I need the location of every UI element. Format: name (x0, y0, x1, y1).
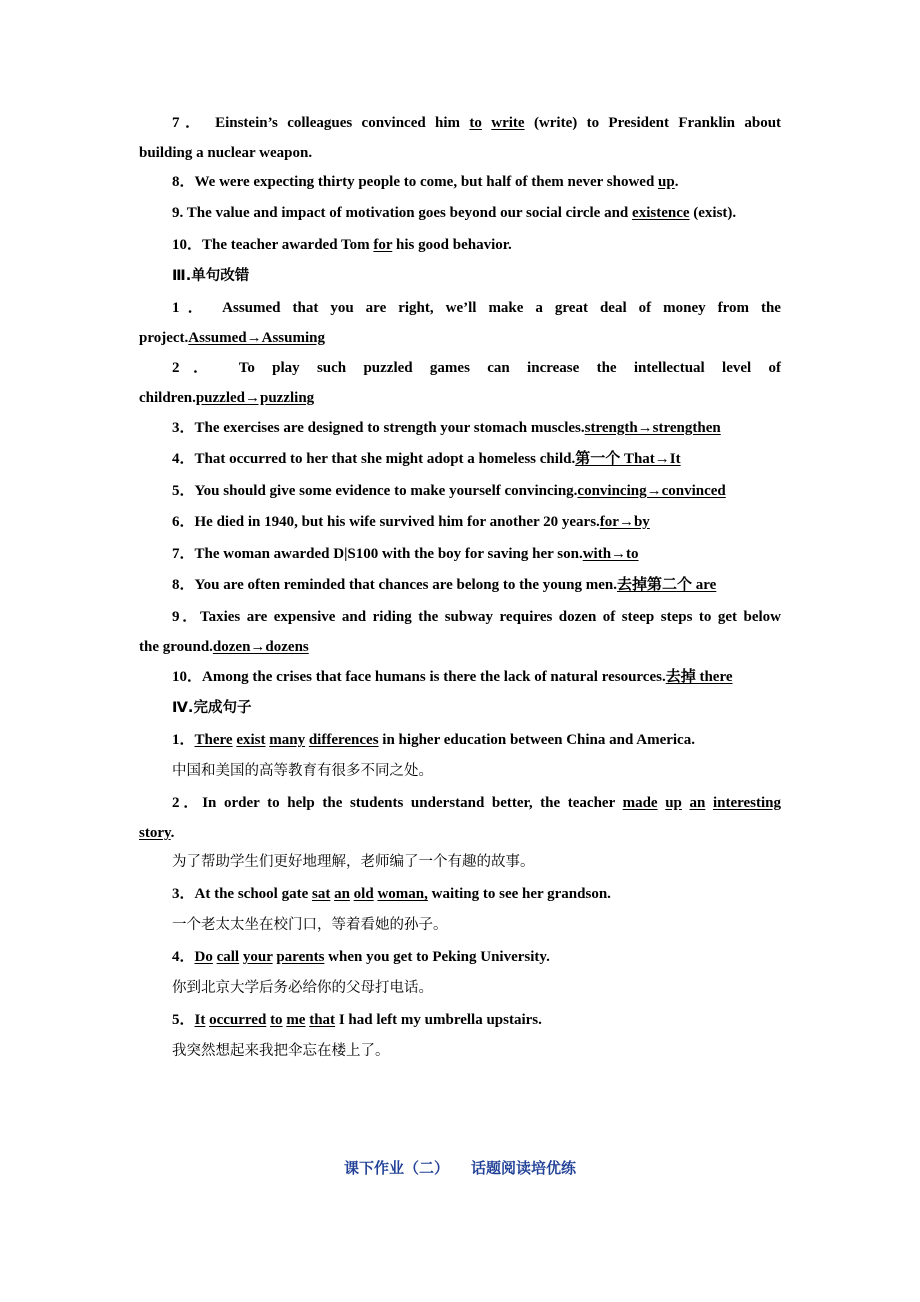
q10-end: his good behavior. (392, 237, 512, 253)
c10-answer: 去掉 there (665, 669, 733, 685)
s5-answer-2: occurred (209, 1012, 267, 1028)
c7-answer: with→to (582, 546, 639, 562)
c1-text: Assumed that you are right, we’ll make a great deal of money from the (222, 300, 781, 316)
s1-answer-1: There (194, 732, 233, 748)
q7-answer-2: write (491, 115, 525, 131)
c2-text-2: children. (139, 390, 196, 406)
s3-text-2: waiting to see her grandson. (427, 886, 611, 902)
s4-line (172, 947, 550, 967)
q9-line (172, 203, 736, 223)
c9-text-2: the ground. (139, 639, 213, 655)
q8-answer: up (658, 174, 675, 190)
q8-end: . (674, 174, 679, 190)
c8-text: 8．You are often reminded that chances are belong to the young men. (172, 577, 617, 593)
c10-line (172, 667, 733, 687)
s2-answer-3: an (689, 795, 706, 811)
c2-text: To play such puzzled games can increase the intellectual level of (238, 360, 781, 376)
q8-line (172, 172, 678, 192)
c5-text: 5．You should give some evidence to make yourself convincing. (172, 483, 578, 499)
s4-answer-4: parents (276, 949, 325, 965)
c2-line1 (172, 358, 781, 378)
q10-answer: for (373, 237, 393, 253)
s3-text: 3．At the school gate (172, 886, 312, 902)
s5-answer-1: It (194, 1012, 206, 1028)
q9-text: 9. The value and impact of motivation goes beyond our social circle and (172, 205, 633, 221)
q10-line (172, 235, 512, 255)
s2-answer-4: interesting (712, 795, 782, 811)
s5-line (172, 1010, 542, 1030)
s3-answer-3: old (353, 886, 374, 902)
c5-line (172, 481, 726, 501)
q9-end: (exist). (689, 205, 737, 221)
c4-answer: 第一个 That→It (575, 451, 681, 467)
c1-number: 1． (172, 300, 211, 316)
s4-chinese: 你到北京大学后务必给你的父母打电话。 (172, 980, 433, 996)
c1-text-2: project. (139, 330, 189, 346)
s3-answer-2: an (334, 886, 350, 902)
c7-text: 7．The woman awarded D|S100 with the boy for saving her son. (172, 546, 583, 562)
c1-line1 (172, 298, 781, 318)
c4-text: 4．That occurred to her that she might adopt a homeless child. (172, 451, 576, 467)
s3-answer-1: sat (311, 886, 331, 902)
s1-answer-2: exist (236, 732, 266, 748)
s2-chinese: 为了帮助学生们更好地理解，老师编了一个有趣的故事。 (172, 854, 535, 870)
s5-text: I had left my umbrella upstairs. (335, 1012, 542, 1028)
c2-answer: puzzled→puzzling (195, 390, 315, 406)
c8-line (172, 575, 716, 595)
q7-answer-1: to (469, 115, 482, 131)
c9-line1: 9．Taxies are expensive and riding the subway requires dozen of steep steps to get below (172, 609, 781, 625)
c6-text: 6．He died in 1940, but his wife survived him for another 20 years. (172, 514, 600, 530)
s1-number: 1． (172, 732, 195, 748)
c3-answer: strength→strengthen (584, 420, 721, 436)
c1-line2 (139, 328, 325, 348)
c10-text: 10．Among the crises that face humans is there the lack of natural resources. (172, 669, 666, 685)
s1-text: in higher education between China and America. (378, 732, 695, 748)
s5-answer-5: that (309, 1012, 336, 1028)
s5-number: 5． (172, 1012, 195, 1028)
q7-text-2: (write) to President Franklin about (533, 115, 782, 131)
s4-answer-2: call (216, 949, 240, 965)
s2-text: 2．In order to help the students understand better, the teacher (172, 795, 623, 811)
c7-line (172, 544, 639, 564)
s4-answer-1: Do (194, 949, 213, 965)
footer-left-title: 课下作业（二） (343, 1159, 449, 1177)
s3-line (172, 884, 611, 904)
c6-answer: for→by (599, 514, 650, 530)
q9-answer: existence (632, 205, 690, 221)
s1-chinese: 中国和美国的高等教育有很多不同之处。 (172, 763, 433, 779)
c4-line (172, 449, 681, 469)
c6-line (172, 512, 650, 532)
s5-chinese: 我突然想起来我把伞忘在楼上了。 (172, 1043, 390, 1059)
c3-line (172, 418, 721, 438)
footer-right-title: 话题阅读培优练 (471, 1159, 577, 1177)
q7-text: Einstein’s colleagues convinced him (215, 115, 470, 131)
c2-line2 (139, 388, 314, 408)
page-footer (0, 1157, 920, 1178)
q10-text: 10．The teacher awarded Tom (172, 237, 374, 253)
section-3-heading: Ⅲ.单句改错 (172, 268, 250, 284)
c9-line2 (139, 637, 309, 657)
s1-line (172, 730, 695, 750)
s3-answer-4: woman, (377, 886, 428, 902)
c8-answer: 去掉第二个 are (617, 577, 717, 593)
s2-line2 (139, 823, 174, 843)
s1-answer-3: many (269, 732, 306, 748)
section-4-heading: Ⅳ.完成句子 (172, 700, 252, 716)
s2-answer-1: made (622, 795, 658, 811)
c1-answer: Assumed→Assuming (188, 330, 325, 346)
s2-line1 (172, 793, 781, 813)
s1-answer-4: differences (308, 732, 379, 748)
q7-number: 7． (172, 115, 206, 131)
s2-end: . (170, 825, 175, 841)
s3-chinese: 一个老太太坐在校门口，等着看她的孙子。 (172, 917, 448, 933)
q7-line1 (172, 113, 781, 133)
s4-answer-3: your (242, 949, 273, 965)
c9-answer: dozen→dozens (212, 639, 309, 655)
s4-number: 4． (172, 949, 195, 965)
s4-text: when you get to Peking University. (324, 949, 550, 965)
c3-text: 3．The exercises are designed to strength your stomach muscles. (172, 420, 585, 436)
s2-answer-2: up (665, 795, 682, 811)
s5-answer-4: me (286, 1012, 306, 1028)
c5-answer: convincing→convinced (577, 483, 726, 499)
q7-line2: building a nuclear weapon. (139, 145, 313, 161)
s5-answer-3: to (270, 1012, 283, 1028)
c2-number: 2． (172, 360, 222, 376)
q8-text: 8．We were expecting thirty people to come, but half of them never showed (172, 174, 659, 190)
s2-answer-5: story (139, 825, 171, 841)
